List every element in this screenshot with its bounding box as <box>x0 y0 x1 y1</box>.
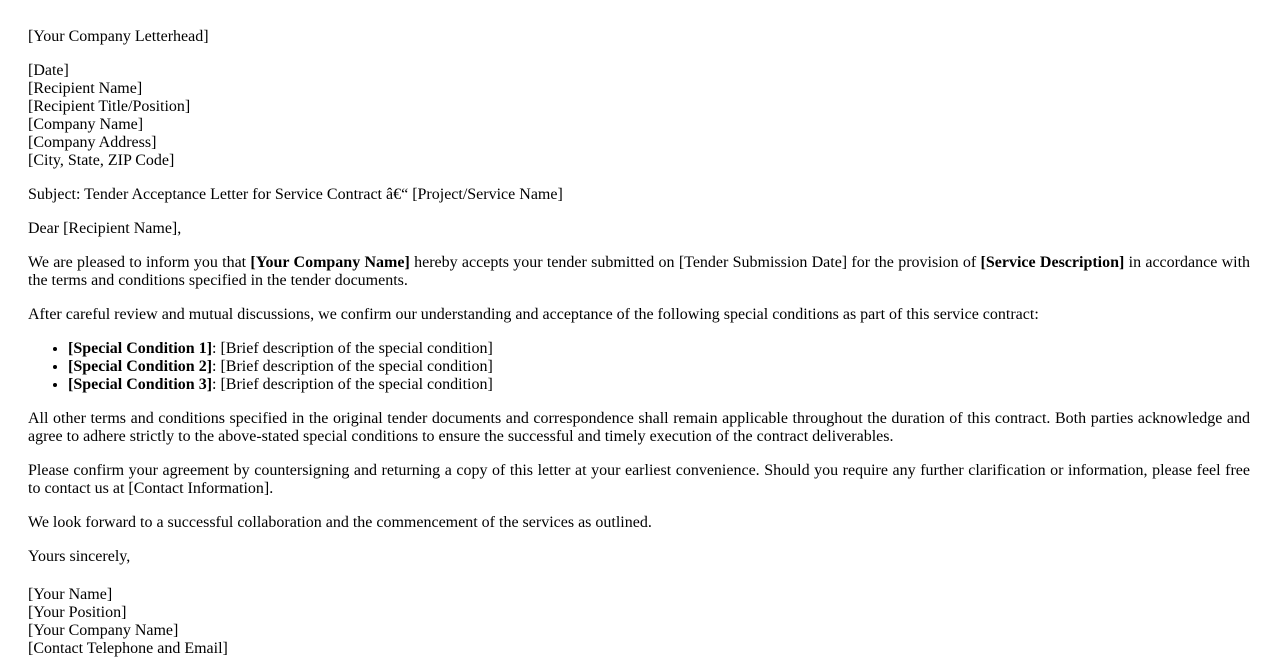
recipient-title-line: [Recipient Title/Position] <box>28 98 191 115</box>
list-item <box>68 376 1250 394</box>
signature-name: [Your Name] <box>28 586 113 603</box>
salutation: Dear [Recipient Name], <box>28 220 182 237</box>
city-state-zip-line: [City, State, ZIP Code] <box>28 152 175 169</box>
condition-text: : [Brief description of the special condition] <box>212 340 493 357</box>
condition-text: : [Brief description of the special condition] <box>212 358 493 375</box>
special-conditions-list <box>28 340 1250 394</box>
signoff: Yours sincerely, <box>28 548 131 565</box>
signature-company: [Your Company Name] <box>28 622 179 639</box>
review-paragraph: After careful review and mutual discussions, we confirm our understanding and acceptance of the following special conditions as part of this service contract: <box>28 306 1039 323</box>
intro-company-name: [Your Company Name] <box>250 254 410 271</box>
terms-paragraph: All other terms and conditions specified in the original tender documents and correspondence shall remain applicable throughout the duration of this contract. Both parties acknowledge and agree to adhere strictly to the above-stated special conditions to ensure the successful and timely execution of the contract deliverables. <box>28 410 1250 445</box>
date-line: [Date] <box>28 62 69 79</box>
list-item <box>68 340 1250 358</box>
confirm-paragraph: Please confirm your agreement by countersigning and returning a copy of this letter at your earliest convenience. Should you require any further clarification or information, please feel free to contact us at [Contact Information]. <box>28 462 1250 497</box>
signature-block <box>28 586 1250 658</box>
signature-position: [Your Position] <box>28 604 127 621</box>
condition-label: [Special Condition 1] <box>68 340 213 357</box>
intro-text-1: We are pleased to inform you that <box>28 254 251 271</box>
condition-label: [Special Condition 2] <box>68 358 213 375</box>
intro-text-2: hereby accepts your tender submitted on [Tender Submission Date] for the provision of <box>409 254 981 271</box>
subject-line: Subject: Tender Acceptance Letter for Service Contract â€“ [Project/Service Name] <box>28 186 563 203</box>
condition-label: [Special Condition 3] <box>68 376 213 393</box>
company-name-line: [Company Name] <box>28 116 144 133</box>
condition-text: : [Brief description of the special condition] <box>212 376 493 393</box>
intro-text-3: in accordance with the terms and conditions specified in the tender documents. <box>28 254 1251 289</box>
signature-contact: [Contact Telephone and Email] <box>28 640 228 657</box>
company-address-line: [Company Address] <box>28 134 157 151</box>
closing-paragraph: We look forward to a successful collaboration and the commencement of the services as outlined. <box>28 514 652 531</box>
intro-service-description: [Service Description] <box>980 254 1125 271</box>
intro-paragraph <box>28 254 1250 290</box>
list-item <box>68 358 1250 376</box>
address-block <box>28 62 1250 170</box>
recipient-name-line: [Recipient Name] <box>28 80 143 97</box>
letterhead: [Your Company Letterhead] <box>28 28 209 45</box>
